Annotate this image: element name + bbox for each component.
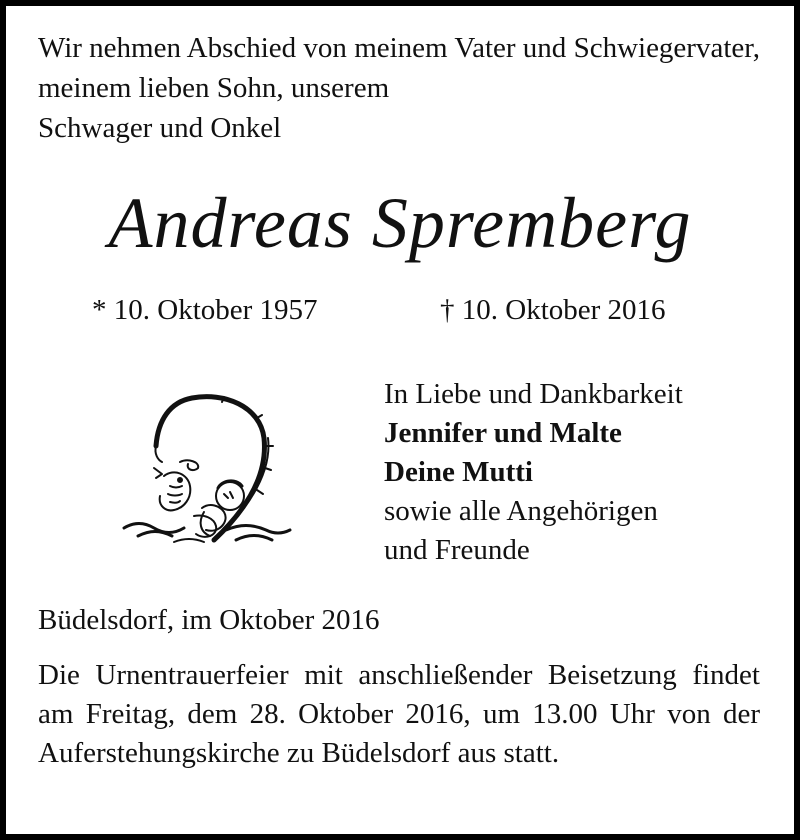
funeral-notice: [38, 656, 760, 773]
funeral-line: Uhr von der Auferstehungskirche zu Büdelsdorf aus: [38, 698, 760, 769]
mourners-block: [384, 375, 683, 570]
funeral-line: statt.: [503, 737, 560, 769]
funeral-line: findet am Freitag, dem 28. Oktober 2016, um 13.00: [38, 659, 760, 730]
deceased-name: Andreas Spremberg: [108, 183, 692, 263]
place-date: Büdelsdorf, im Oktober 2016: [38, 604, 380, 636]
fisherman-fishing-rod-icon: [118, 390, 298, 555]
mourner-name: Jennifer und Malte: [384, 417, 622, 449]
intro-line: Schwager und Onkel: [38, 112, 282, 144]
funeral-line: Die Urnentrauerfeier mit anschließender Beisetzung: [38, 659, 677, 691]
mourners-relatives: sowie alle Angehörigen: [384, 495, 658, 527]
mourners-friends: und Freunde: [384, 534, 530, 566]
mourners-intro: In Liebe und Dankbarkeit: [384, 378, 683, 410]
intro-line: Wir nehmen Abschied von meinem Vater und: [38, 32, 567, 64]
birth-date: * 10. Oktober 1957: [92, 294, 318, 326]
intro-line: Schwiegervater, meinem lieben Sohn, unserem: [38, 32, 761, 104]
intro-text: [38, 28, 760, 148]
death-date: † 10. Oktober 2016: [440, 294, 666, 326]
mourner-name: Deine Mutti: [384, 456, 533, 488]
